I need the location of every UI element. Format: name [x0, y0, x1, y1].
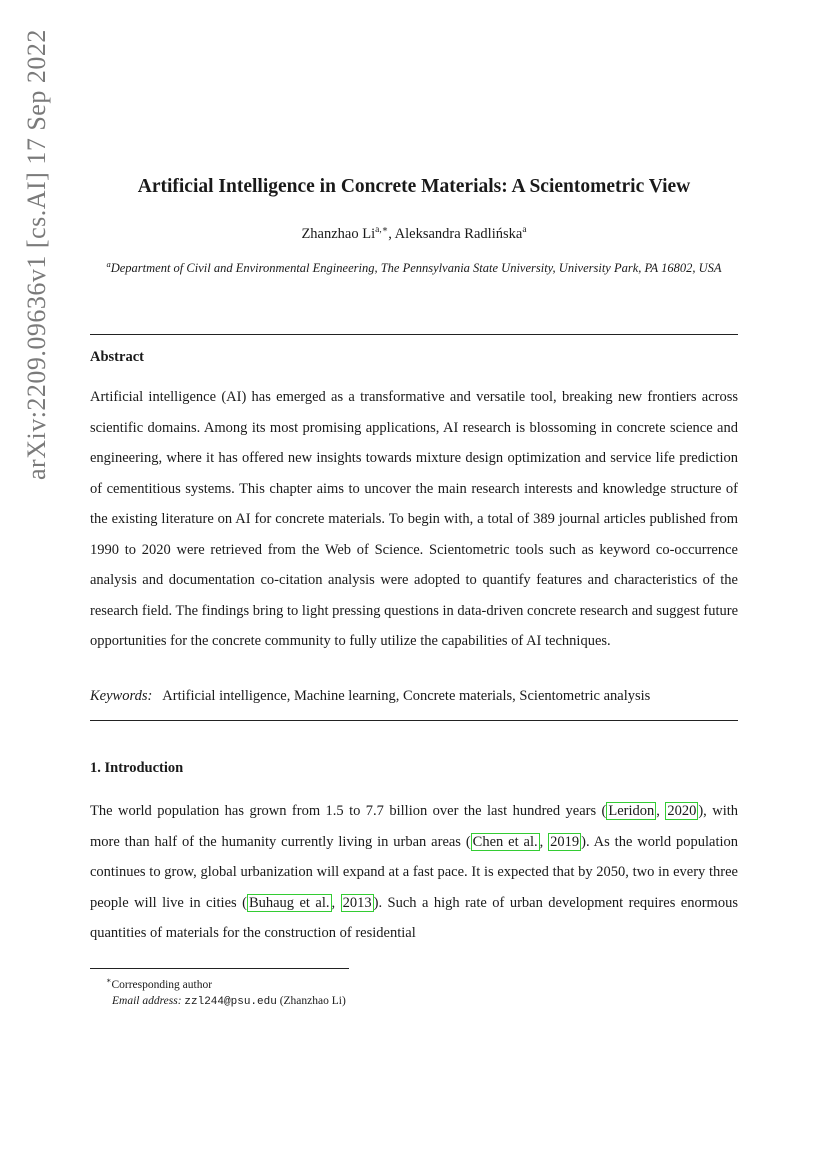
citation-separator: , [331, 894, 341, 911]
author-name: Zhanzhao Li [301, 225, 376, 242]
email-owner: (Zhanzhao Li) [279, 994, 346, 1007]
author-affiliation-mark: a [522, 225, 527, 235]
intro-text: ). Such a high rate of urban development requires enormous quantities of materials for the construction of residential [90, 894, 738, 941]
author-list [0, 224, 828, 243]
introduction-paragraph [90, 796, 738, 949]
citation-link[interactable]: Leridon [608, 803, 655, 819]
citation [471, 833, 581, 851]
affiliation-text: Department of Civil and Environmental Engineering, The Pennsylvania State University, University Park, PA 16802, USA [110, 261, 722, 276]
footnote-email [90, 993, 738, 1010]
footnote-rule [90, 968, 349, 969]
bottom-rule [90, 720, 738, 721]
keywords-label: Keywords: [90, 688, 153, 704]
author-separator: , [388, 225, 395, 242]
citation-link[interactable]: Buhaug et al. [248, 894, 330, 911]
keywords-text: Artificial intelligence, Machine learning, Concrete materials, Scientometric analysis [162, 688, 651, 704]
intro-text: The world population has grown from 1.5 to 7.7 billion over the last hundred years ( [90, 803, 607, 819]
footnote-mark: ∗ [106, 976, 112, 985]
top-rule [90, 334, 738, 335]
footnote-corresponding [90, 973, 738, 993]
abstract-heading: Abstract [90, 349, 144, 365]
intro-text: ), with more than half of the humanity currently living in urban areas ( [90, 803, 739, 850]
author-name: Aleksandra Radlińska [394, 225, 523, 242]
footnote-corresponding-text: Corresponding author [111, 978, 213, 991]
affiliation [90, 256, 738, 276]
arxiv-identifier: arXiv:2209.09636v1 [cs.AI] 17 Sep 2022 [22, 29, 51, 480]
citation [606, 802, 698, 820]
paper-title: Artificial Intelligence in Concrete Materials: A Scientometric View [137, 176, 691, 197]
author-affiliation-mark: a,∗ [375, 225, 389, 235]
email-address[interactable]: zzl244@psu.edu [184, 995, 277, 1008]
section-heading: 1. Introduction [90, 760, 184, 776]
citation [247, 894, 374, 912]
citation-link[interactable]: 2020 [667, 803, 697, 819]
citation-separator: , [539, 833, 549, 850]
footnote [90, 973, 738, 1010]
citation-link[interactable]: Chen et al. [472, 833, 538, 850]
intro-text: ). As the world population continues to grow, global urbanization will expand at a fast pace. It is expected that by 2050, two in every three people will live in cities ( [90, 833, 738, 911]
citation-separator: , [656, 803, 666, 819]
citation-link[interactable]: 2013 [342, 894, 372, 911]
citation-link[interactable]: 2019 [550, 833, 580, 850]
email-label: Email address: [112, 994, 182, 1007]
abstract-body: Artificial intelligence (AI) has emerged as a transformative and versatile tool, breaking new frontiers across scientific domains. Among its most promising applications, AI research is blossoming in concrete science and engineering, where it has offered new insights towards mixture design optimization and service life prediction of cementitious systems. This chapter aims to uncover the main research interests and knowledge structure of the existing literature on AI for concrete materials. To begin with, a total of 389 journal articles published from 1990 to 2020 were retrieved from the Web of Science. Scientometric tools such as keyword co-occurrence analysis and documentation co-citation analysis were adopted to quantify features and characteristics of the research field. The findings bring to light pressing questions in data-driven concrete research and suggest future opportunities for the concrete community to fully utilize the capabilities of AI techniques. [90, 389, 739, 649]
keywords [90, 688, 738, 705]
affiliation-mark: a [106, 259, 111, 269]
